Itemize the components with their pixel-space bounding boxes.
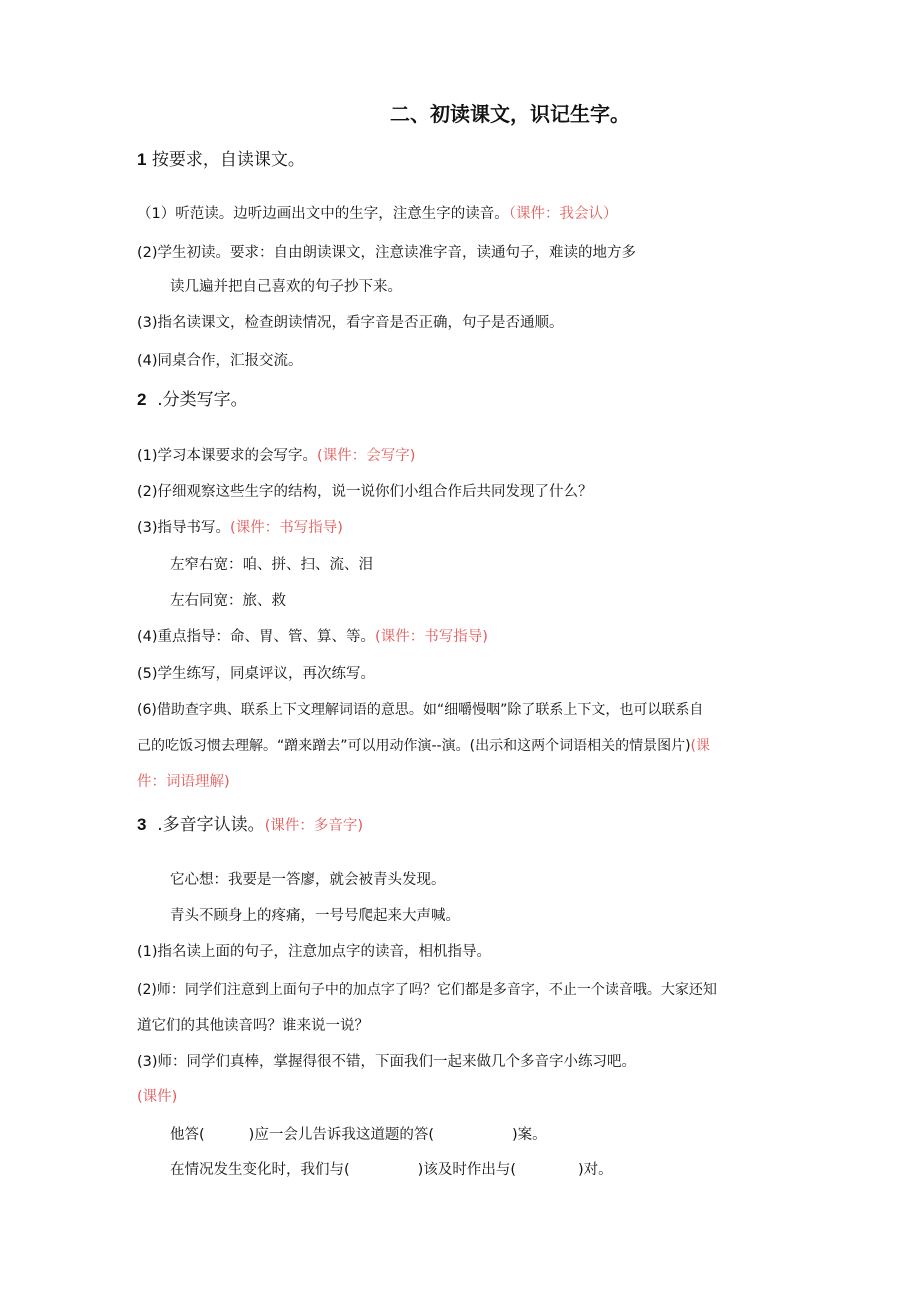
- item-text: (3)指导书写。: [137, 520, 231, 536]
- section-heading-text: .分类写字。: [157, 390, 248, 410]
- s3-item-2-cont: 道它们的其他读音吗？谁来说一说？: [137, 1018, 369, 1034]
- exercise-text: 在情况发生变化时，我们与(: [170, 1162, 350, 1178]
- exercise-text: )应一会儿告诉我这道题的答(: [248, 1127, 434, 1143]
- section-number: 3: [137, 815, 147, 834]
- section-heading-text: .多音字认读。: [157, 815, 265, 835]
- section-2-heading: [137, 390, 248, 410]
- section-number: 1: [137, 150, 147, 169]
- s2-item-5: (5)学生练写，同桌评议，再次练写。: [137, 666, 376, 682]
- s2-item-3: [137, 518, 343, 538]
- courseware-label: (课件): [137, 1089, 178, 1105]
- s2-item-2: (2)仔细观察这些生字的结构，说一说你们小组合作后共同发现了什么？: [137, 484, 593, 500]
- section-heading-text: 按要求，自读课文。: [151, 150, 305, 170]
- exercise-text: )该及时作出与(: [417, 1162, 516, 1178]
- s2-item-3b: 左右同宽：旅、救: [170, 593, 286, 609]
- courseware-note: （课件：我会认）: [508, 206, 618, 222]
- courseware-note: (课件：会写字): [317, 448, 416, 464]
- s2-item-4: [137, 627, 488, 647]
- item-text: 己的吃饭习惯去理解。“蹭来蹭去”可以用动作演--演。(出示和这两个词语相关的情景图片): [137, 738, 691, 754]
- item-text: (1)学习本课要求的会写字。: [137, 448, 318, 464]
- s1-item-4: (4)同桌合作，汇报交流。: [137, 353, 303, 369]
- s1-item-1: [137, 204, 617, 224]
- s2-item-6-cont: [137, 736, 710, 756]
- exercise-text: )对。: [577, 1162, 613, 1178]
- s2-item-3a: 左窄右宽：咱、拼、扫、流、泪: [170, 557, 373, 573]
- section-3-heading: [137, 815, 363, 836]
- s3-item-3: (3)师：同学们真棒，掌握得很不错，下面我们一起来做几个多音字小练习吧。: [137, 1054, 637, 1070]
- courseware-note: (课件：书写指导): [375, 629, 488, 645]
- courseware-note: (课件：书写指导): [230, 520, 343, 536]
- item-text: （1）听范读。边听边画出文中的生字，注意生字的读音。: [137, 206, 509, 222]
- s1-item-2: (2)学生初读。要求：自由朗读课文，注意读准字音，读通句子，难读的地方多: [137, 245, 637, 261]
- exercise-text: 他答(: [170, 1127, 205, 1143]
- courseware-note: (课件：多音字): [264, 818, 364, 834]
- quote-1: 它心想：我要是一答廖，就会被青头发现。: [170, 872, 446, 888]
- exercise-2: [170, 1160, 613, 1180]
- s2-item-1: [137, 446, 415, 466]
- exercise-text: )案。: [512, 1127, 547, 1143]
- s1-item-2-cont: 读几遍并把自己喜欢的句子抄下来。: [170, 279, 402, 295]
- exercise-1: [170, 1125, 547, 1145]
- s2-item-6-note: 件：词语理解): [137, 774, 230, 790]
- s1-item-3: (3)指名读课文，检查朗读情况，看字音是否正确，句子是否通顺。: [137, 315, 564, 331]
- s2-item-6: (6)借助查字典、联系上下文理解词语的意思。如“细嚼慢咽”除了联系上下文，也可以联系自: [137, 702, 704, 718]
- quote-2: 青头不顾身上的疼痛，一号号爬起来大声喊。: [170, 908, 460, 924]
- page-title: 二、初读课文，识记生字。: [390, 102, 630, 126]
- s3-item-1: (1)指名读上面的句子，注意加点字的读音，相机指导。: [137, 944, 492, 960]
- item-text: (4)重点指导：命、胃、管、算、等。: [137, 629, 376, 645]
- courseware-note: (课: [690, 738, 710, 754]
- section-1-heading: [137, 150, 305, 170]
- s3-item-2: (2)师：同学们注意到上面句子中的加点字了吗？它们都是多音字，不止一个读音哦。大家还知: [137, 982, 717, 998]
- section-number: 2: [137, 390, 147, 409]
